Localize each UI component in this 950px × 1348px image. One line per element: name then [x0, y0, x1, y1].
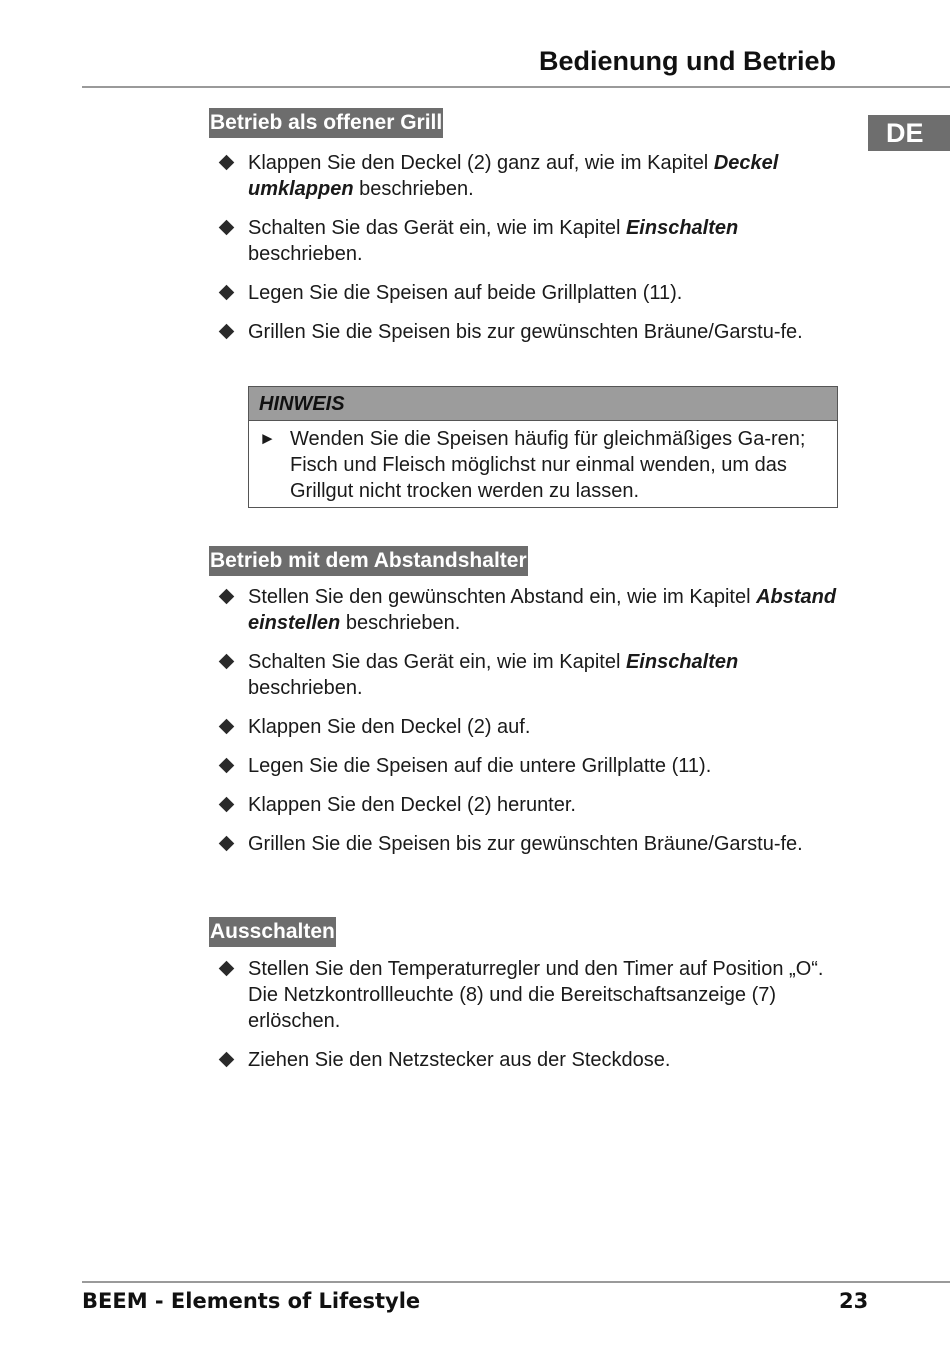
list-item: Klappen Sie den Deckel (2) ganz auf, wie im Kapitel Deckel umklappen beschrieben.: [209, 150, 849, 202]
page-number: 23: [839, 1289, 869, 1313]
language-badge: DE: [868, 115, 950, 151]
page-title: Bedienung und Betrieb: [539, 46, 836, 76]
list-item: Klappen Sie den Deckel (2) auf.: [209, 714, 849, 740]
spacer-steps: [209, 584, 849, 870]
section-heading-switch-off: Ausschalten: [209, 917, 336, 947]
diamond-bullet-icon: [219, 654, 235, 670]
section-heading-spacer: Betrieb mit dem Abstandshalter: [209, 546, 528, 576]
list-item: Stellen Sie den Temperaturregler und den Timer auf Position „O“. Die Netzkontrollleuchte (8) und die Bereitschaftsanzeige (7) erlöschen.: [209, 956, 849, 1034]
diamond-bullet-icon: [219, 220, 235, 236]
header-rule: [82, 86, 950, 88]
note-body: ► Wenden Sie die Speisen häufig für gleichmäßiges Ga-ren; Fisch und Fleisch möglichst nur einmal wenden, um das Grillgut nicht trocken werden zu lassen.: [259, 428, 806, 502]
diamond-bullet-icon: [219, 285, 235, 301]
hinweis-note-box: [248, 386, 838, 508]
footer-brand: BEEM - Elements of Lifestyle: [82, 1289, 421, 1313]
diamond-bullet-icon: [219, 589, 235, 605]
diamond-bullet-icon: [219, 1052, 235, 1068]
diamond-bullet-icon: [219, 155, 235, 171]
section-heading-open-grill: Betrieb als offener Grill: [209, 108, 443, 138]
diamond-bullet-icon: [219, 836, 235, 852]
list-item: Schalten Sie das Gerät ein, wie im Kapitel Einschalten beschrieben.: [209, 215, 849, 267]
list-item: Ziehen Sie den Netzstecker aus der Steckdose.: [209, 1047, 849, 1073]
diamond-bullet-icon: [219, 797, 235, 813]
list-item: Legen Sie die Speisen auf die untere Grillplatte (11).: [209, 753, 849, 779]
footer-rule: [82, 1281, 950, 1283]
triangle-right-icon: ►: [259, 429, 276, 448]
diamond-bullet-icon: [219, 324, 235, 340]
list-item: Legen Sie die Speisen auf beide Grillplatten (11).: [209, 280, 849, 306]
diamond-bullet-icon: [219, 719, 235, 735]
switch-off-steps: [209, 956, 849, 1086]
diamond-bullet-icon: [219, 758, 235, 774]
list-item: Schalten Sie das Gerät ein, wie im Kapitel Einschalten beschrieben.: [209, 649, 849, 701]
list-item: Grillen Sie die Speisen bis zur gewünschten Bräune/Garstu-fe.: [209, 319, 849, 345]
note-title: HINWEIS: [249, 387, 837, 421]
list-item: Stellen Sie den gewünschten Abstand ein, wie im Kapitel Abstand einstellen beschrieben.: [209, 584, 849, 636]
diamond-bullet-icon: [219, 961, 235, 977]
list-item: Grillen Sie die Speisen bis zur gewünschten Bräune/Garstu-fe.: [209, 831, 849, 857]
list-item: Klappen Sie den Deckel (2) herunter.: [209, 792, 849, 818]
open-grill-steps: [209, 150, 849, 358]
